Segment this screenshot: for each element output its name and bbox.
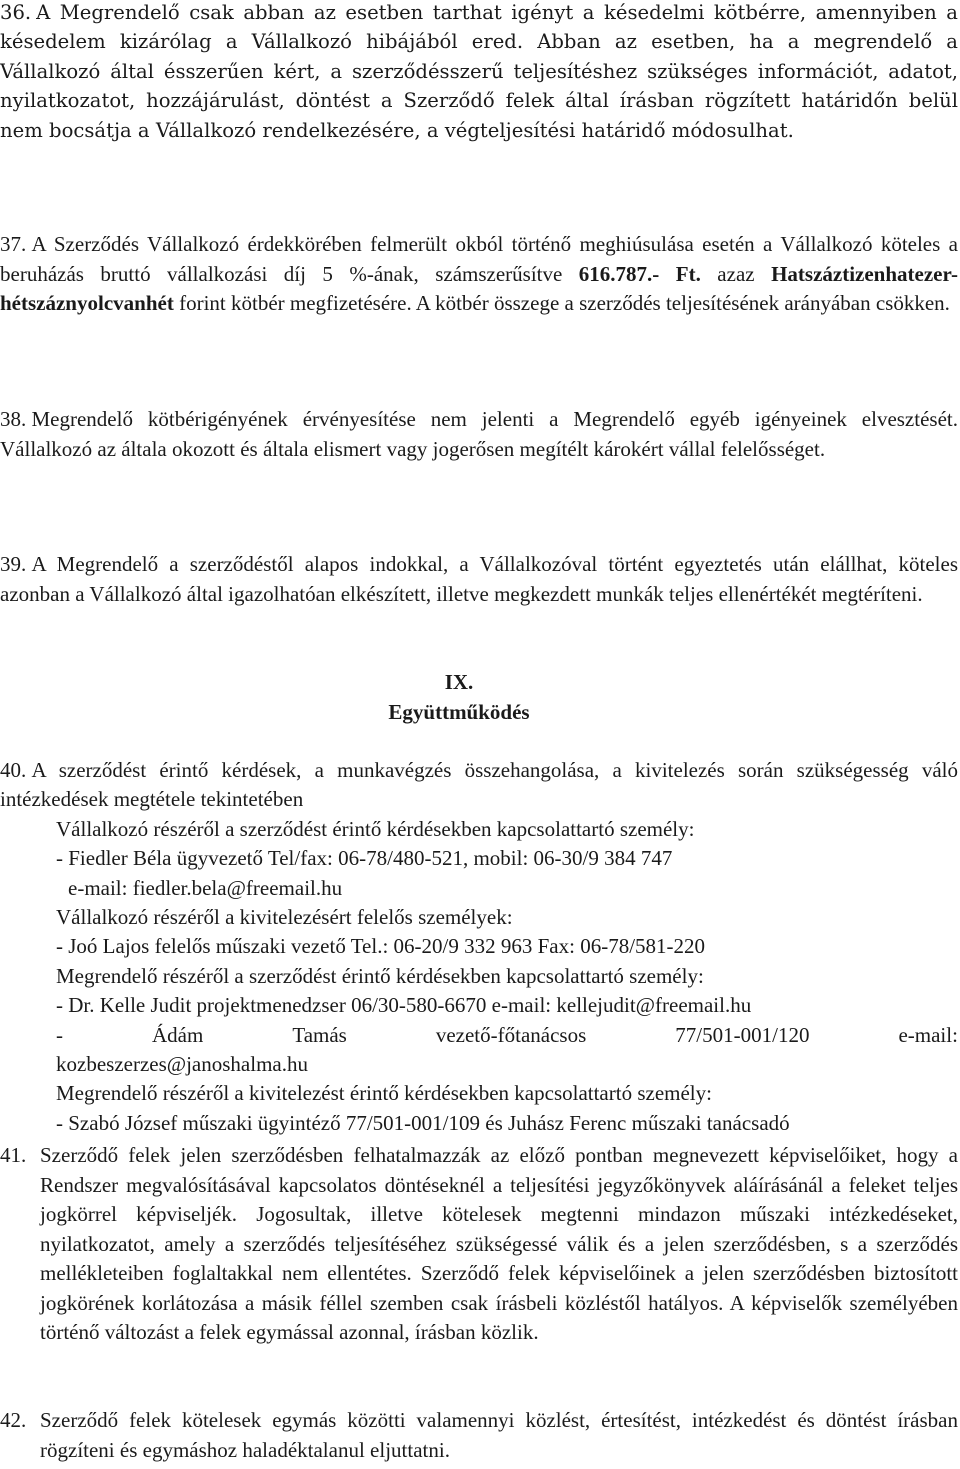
contact-word: -	[56, 1022, 63, 1047]
contact-email: e-mail: fiedler.bela@freemail.hu	[68, 875, 343, 900]
section-number: IX.	[444, 670, 474, 694]
clause-41	[0, 1141, 958, 1348]
section-title: Együttműködés	[388, 700, 530, 724]
clause-38	[0, 405, 958, 464]
clause-number: 40.	[0, 758, 27, 782]
contact-line	[0, 1021, 958, 1050]
clause-text: A Megrendelő a szerződéstől alapos indokkal, a Vállalkozóval történt egyeztetés után elállhat, köteles azonban a Vállalkozó által igazolhatóan elkészített, illetve megkezdett munkák teljes ellenértékét megtéríteni.	[0, 552, 958, 606]
clause-number: 37.	[0, 232, 27, 256]
contact-word: vezető-főtanácsos	[435, 1022, 587, 1047]
contact-word: e-mail:	[898, 1022, 958, 1047]
contact-heading: Megrendelő részéről a szerződést érintő kérdésekben kapcsolattartó személy:	[56, 963, 704, 988]
clause-text: A Megrendelő csak abban az esetben tarthat igényt a késedelmi kötbérre, amennyiben a késedelem kizárólag a Vállalkozó hibájából ered. Abban az esetben, ha a megrendelő a Vállalkozó által ésszerűen kért, a szerződésszerű teljesítéshez szükséges információt, adatot, nyilatkozatot, hozzájárulást, döntést a Szerződő felek által írásban rögzített határidőn belül nem bocsátja a Vállalkozó rendelkezésére, a végteljesítési határidő módosulhat.	[0, 1, 958, 142]
clause-40-intro	[0, 756, 958, 815]
contact-word: 77/501-001/120	[675, 1022, 810, 1047]
contact-word: Ádám	[152, 1022, 204, 1047]
contact-heading: Vállalkozó részéről a szerződést érintő kérdésekben kapcsolattartó személy:	[56, 816, 695, 841]
penalty-amount: 616.787.- Ft.	[578, 261, 701, 286]
contact-heading: Vállalkozó részéről a kivitelezésért felelős személyek:	[56, 905, 513, 930]
clause-number: 36.	[0, 1, 32, 24]
clause-text: azaz	[717, 261, 755, 286]
contact-email: kozbeszerzes@janoshalma.hu	[56, 1052, 308, 1077]
clause-36	[0, 0, 958, 145]
clause-text: A szerződést érintő kérdések, a munkavégzés összehangolása, a kivitelezés során szükségesség váló intézkedések megtétele tekintetében	[0, 758, 958, 812]
contact-heading: Megrendelő részéről a kivitelezést érintő kérdésekben kapcsolattartó személy:	[56, 1081, 712, 1106]
clause-text: Szerződő felek kötelesek egymás közötti valamennyi közlést, értesítést, intézkedést és döntést írásban rögzíteni és egymáshoz haladéktalanul eljuttatni.	[40, 1408, 958, 1462]
clause-text: forint kötbér megfizetésére. A kötbér összege a szerződés teljesítésének arányában csökken.	[179, 291, 950, 315]
clause-37	[0, 230, 958, 319]
clause-number: 39.	[0, 552, 27, 576]
clause-42	[0, 1406, 958, 1465]
contact-word: Tamás	[292, 1022, 347, 1047]
clause-39	[0, 550, 958, 609]
clause-text: A Szerződés Vállalkozó érdekkörében felmerült okból történő meghiúsulása esetén a Vállalkozó köteles a beruházás bruttó vállalkozási díj 5 %-ának, számszerűsítve	[0, 232, 958, 286]
penalty-amount-words: Hatszáztizenhatezer-hétszáznyolcvanhét	[0, 261, 959, 315]
contact-line: - Szabó József műszaki ügyintéző 77/501-001/109 és Juhász Ferenc műszaki tanácsadó	[56, 1110, 790, 1135]
clause-text: Szerződő felek jelen szerződésben felhatalmazzák az előző pontban megnevezett képviselőiket, hogy a Rendszer megvalósításával kapcsolatos döntéseknél a teljesítési jegyzőkönyvek aláírásánál a feleket teljes jogkörrel képviseljék. Jogosultak, illetve kötelesek megtenni mindazon műszaki intézkedéseket, nyilatkozatot, amely a szerződés teljesítéséhez szükségessé válik és a jelen szerződésben, s a szerződés mellékleteiben foglaltakkal nem ellentétes. Szerződő felek képviselőinek a jelen szerződésben biztosított jogkörének korlátozása a másik féllel szemben csak írásbeli közléstől hatályos. A képviselők személyében történő változást a felek egymással azonnal, írásban közlik.	[40, 1143, 958, 1344]
clause-number: 38.	[0, 407, 27, 431]
clause-40	[0, 756, 958, 1138]
contact-line: - Joó Lajos felelős műszaki vezető Tel.: 06-20/9 332 963 Fax: 06-78/581-220	[56, 934, 706, 959]
contact-line: - Fiedler Béla ügyvezető Tel/fax: 06-78/480-521, mobil: 06-30/9 384 747	[56, 846, 673, 871]
clause-number: 41.	[0, 1143, 27, 1167]
contact-line: - Dr. Kelle Judit projektmenedzser 06/30-580-6670 e-mail: kellejudit@freemail.hu	[56, 993, 752, 1018]
clause-number: 42.	[0, 1408, 27, 1432]
clause-text: Megrendelő kötbérigényének érvényesítése nem jelenti a Megrendelő egyéb igényeinek elvesztését. Vállalkozó az általa okozott és általa elismert vagy jogerősen megítélt károkért vállal felelősséget.	[0, 407, 958, 461]
